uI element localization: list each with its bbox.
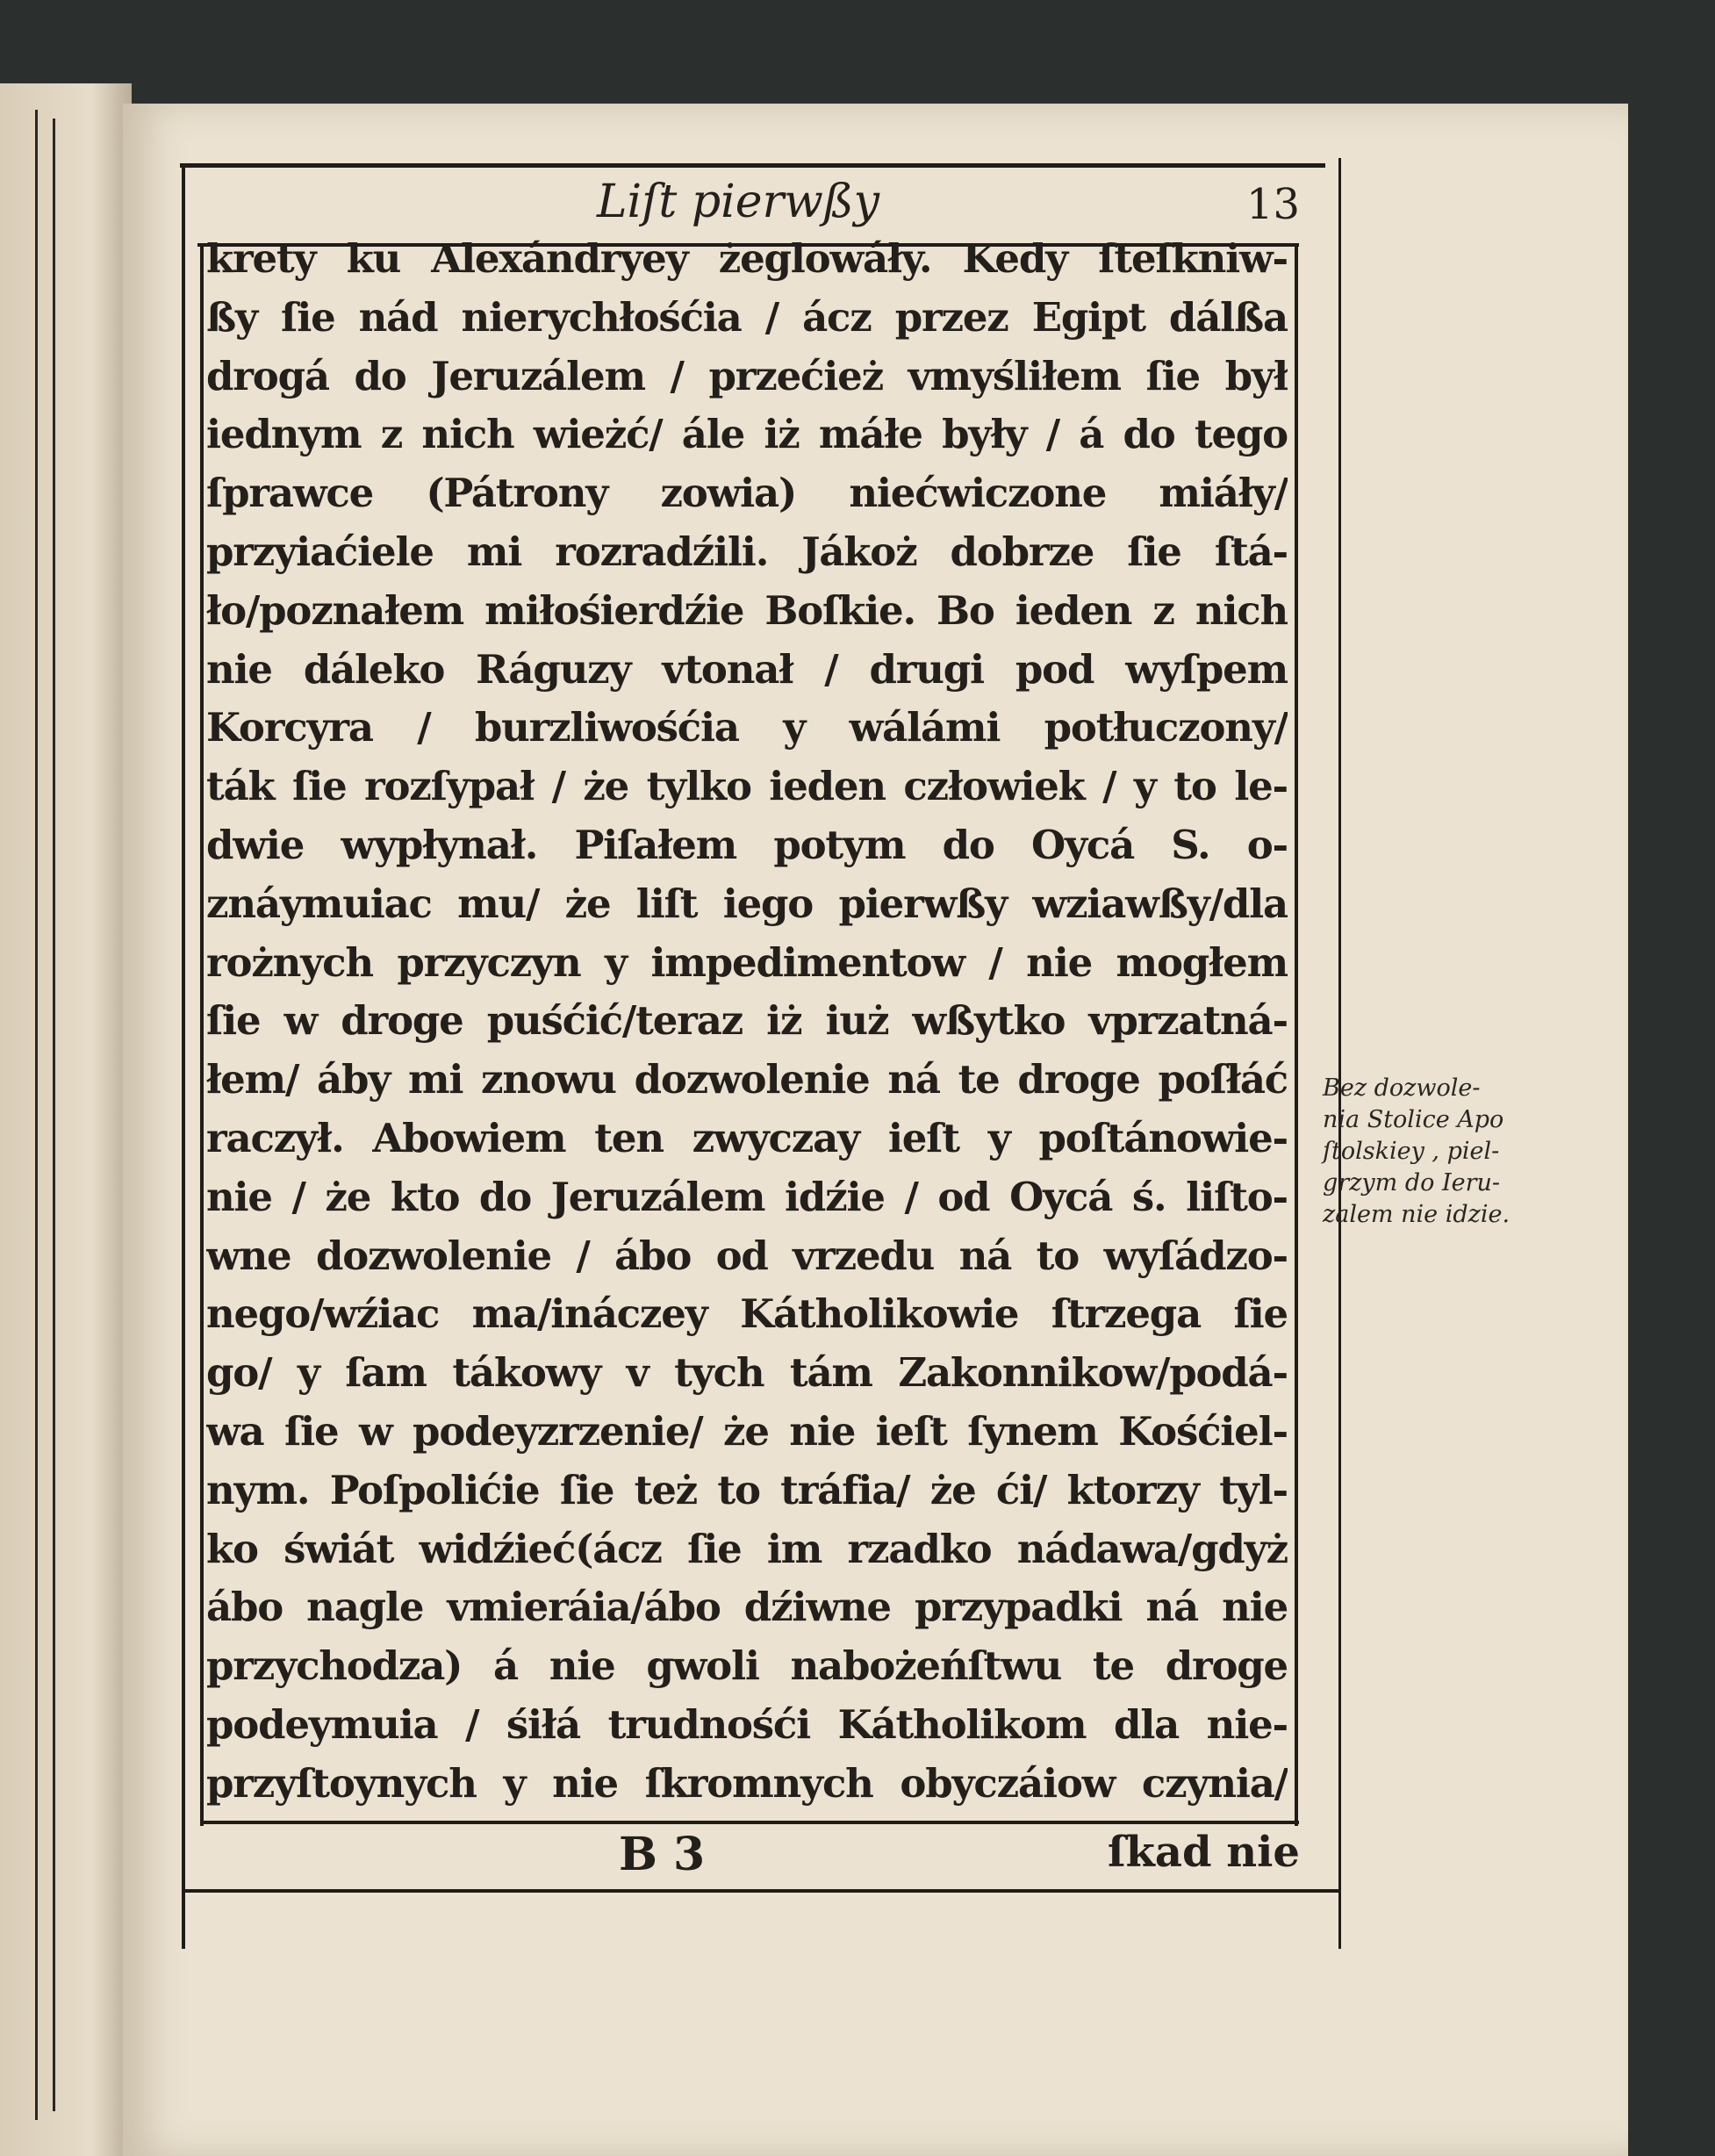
marginal-note-line: Bez dozwole- bbox=[1323, 1074, 1481, 1102]
text-line: ſie w droge puśćić/teraz iż iuż wßytko vprzatná- bbox=[206, 997, 1288, 1045]
outer-right-border bbox=[1338, 158, 1341, 1949]
marginal-note bbox=[1323, 1073, 1533, 1231]
outer-left-border bbox=[182, 167, 185, 1949]
text-line: wa ſie w podeyzrzenie/ że nie ieſt ſynem Kośćiel- bbox=[206, 1407, 1288, 1455]
page-number: 13 bbox=[1246, 180, 1301, 229]
facing-page-border bbox=[35, 110, 38, 2120]
text-line: go/ y ſam tákowy v tych tám Zakonnikow/podá- bbox=[206, 1349, 1288, 1397]
marginal-note-line: ſtolskiey , piel- bbox=[1323, 1138, 1500, 1165]
facing-page-edge bbox=[0, 83, 132, 2156]
facing-page-border bbox=[53, 119, 55, 2111]
text-line: Korcyra / burzliwośćia y wálámi potłuczony/ bbox=[206, 704, 1288, 751]
text-line: łem/ áby mi znowu dozwolenie ná te droge poſłáć bbox=[206, 1056, 1288, 1103]
text-line: nym. Poſpolićie ſie też to tráfia/ że ći/ ktorzy tyl- bbox=[206, 1466, 1288, 1513]
top-rule bbox=[180, 163, 1325, 168]
text-line: ko świát widźieć(ácz ſie im rzadko nádawa/gdyż bbox=[206, 1525, 1288, 1572]
inner-left-border bbox=[200, 246, 204, 1826]
marginal-note-line: zalem nie idzie. bbox=[1323, 1201, 1510, 1228]
text-line: dwie wypłynał. Piſałem potym do Oycá S. o- bbox=[206, 821, 1288, 868]
marginal-note-line: grzym do Ieru- bbox=[1323, 1169, 1501, 1197]
text-line: ták ſie rozſypał / że tylko ieden człowiek / y to le- bbox=[206, 763, 1288, 810]
text-line: ſprawce (Pátrony zowia) niećwiczone miáły/ bbox=[206, 470, 1288, 517]
text-line: rożnych przyczyn y impedimentow / nie mogłem bbox=[206, 938, 1288, 986]
text-line: ło/poznałem miłośierdźie Boſkie. Bo ieden z nich bbox=[206, 586, 1288, 634]
text-bottom-rule bbox=[200, 1821, 1299, 1824]
text-line: podeymuia / śiłá trudnośći Kátholikom dla nie- bbox=[206, 1700, 1288, 1748]
text-body bbox=[206, 230, 1288, 1814]
text-line: ßy ſie nád nierychłośćia / ácz przez Egipt dálßa bbox=[206, 293, 1288, 341]
catchword: ſkad nie bbox=[1108, 1828, 1300, 1877]
text-line: ábo nagle vmieráia/ábo dźiwne przypadki ná nie bbox=[206, 1584, 1288, 1631]
text-line: raczył. Abowiem ten zwyczay ieſt y poſtánowie- bbox=[206, 1114, 1288, 1161]
text-line: przyiaćiele mi rozradźili. Jákoż dobrze ſie ſtá- bbox=[206, 528, 1288, 575]
footer-rule bbox=[182, 1889, 1340, 1893]
text-line: iednym z nich wieżć/ ále iż máłe były / á do tego bbox=[206, 411, 1288, 458]
text-line: przyſtoynych y nie ſkromnych obyczáiow czynia/ bbox=[206, 1759, 1288, 1807]
text-line: przychodza) á nie gwoli nabożeńſtwu te droge bbox=[206, 1642, 1288, 1690]
text-line: nego/wźiac ma/ináczey Kátholikowie ſtrzega ſie bbox=[206, 1290, 1288, 1338]
text-line: drogá do Jeruzálem / przećież vmyśliłem ſie był bbox=[206, 352, 1288, 399]
marginal-note-line: nia Stolice Apo bbox=[1323, 1106, 1504, 1133]
text-line: nie / że kto do Jeruzálem idźie / od Oycá ś. liſto- bbox=[206, 1173, 1288, 1220]
text-line: wne dozwolenie / ábo od vrzedu ná to wyſádzo- bbox=[206, 1232, 1288, 1279]
text-line: krety ku Alexándryey żeglowáły. Kedy ſteſkniw- bbox=[206, 235, 1288, 282]
signature-mark: B 3 bbox=[619, 1828, 706, 1881]
text-line: nie dáleko Ráguzy vtonał / drugi pod wyſpem bbox=[206, 645, 1288, 693]
inner-right-border bbox=[1295, 246, 1298, 1826]
running-header: Liſt pierwßy bbox=[597, 176, 880, 228]
text-line: znáymuiac mu/ że liſt iego pierwßy wziawßy/dla bbox=[206, 880, 1288, 927]
